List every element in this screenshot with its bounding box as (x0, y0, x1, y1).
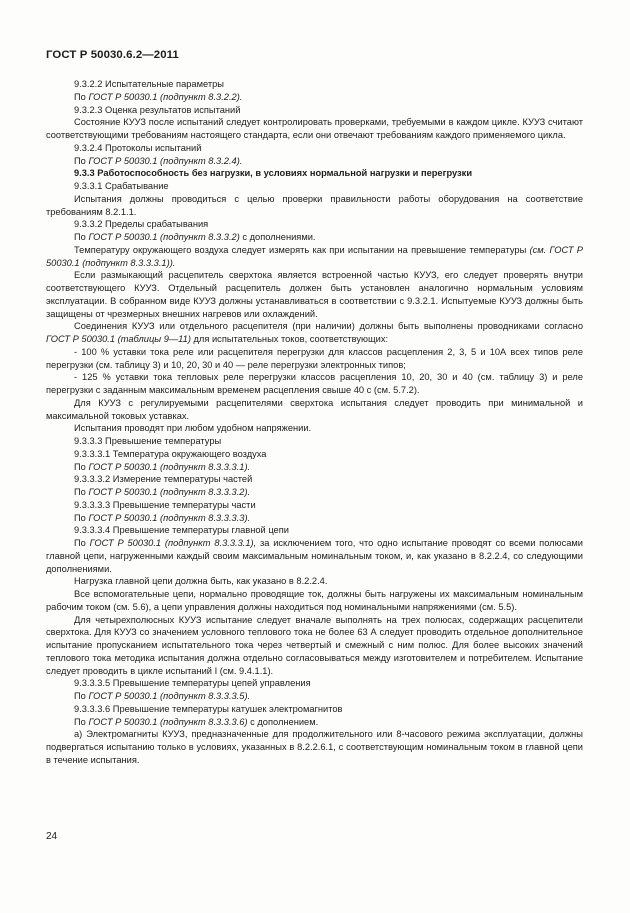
paragraph-text: Все вспомогательные цепи, нормально проводящие ток, должны быть нагружены их максимальным номинальным рабочим током (см. 5.6), а цепи управления должны находиться под номинальными напряжениями (см. 5.5). (46, 589, 583, 612)
paragraph-text: 9.3.3.2 Пределы срабатывания (74, 219, 209, 230)
standard-reference: ГОСТ Р 50030.1 (подпункт 8.3.3.3.3). (88, 512, 251, 523)
paragraph-text: Соединения КУУЗ или отдельного расцепителя (при наличии) должны быть выполнены проводниками согласно (74, 321, 583, 332)
paragraph (46, 486, 583, 499)
paragraph-text: 9.3.3 Работоспособность без нагрузки, в условиях нормальной нагрузки и перегрузки (74, 168, 473, 179)
paragraph-text: 9.3.2.4 Протоколы испытаний (74, 142, 202, 153)
paragraph (46, 461, 583, 474)
paragraph-text: Испытания проводят при любом удобном напряжении. (74, 423, 312, 434)
standard-reference: ГОСТ Р 50030.1 (подпункт 8.3.3.3.2). (88, 487, 251, 497)
paragraph (46, 537, 583, 575)
paragraph-text: По (74, 461, 89, 472)
paragraph-text: 9.3.3.3.4 Превышение температуры главной цепи (74, 525, 289, 536)
paragraph (46, 397, 583, 423)
paragraph (46, 180, 583, 193)
standard-reference: (см. ГОСТ Р 50030.1 (подпункт 8.3.3.3.1)). (46, 244, 584, 268)
standard-reference: ГОСТ Р 50030.1 (подпункт 8.3.2.2). (88, 91, 243, 102)
paragraph (46, 320, 583, 346)
paragraph (46, 116, 583, 142)
paragraph (46, 91, 583, 104)
paragraph (46, 435, 583, 448)
paragraph (46, 269, 583, 320)
paragraph (46, 716, 583, 729)
paragraph (46, 218, 583, 231)
paragraph-text: По (74, 155, 89, 166)
paragraph (46, 448, 583, 461)
paragraph-text: По (74, 691, 89, 701)
standard-reference: ГОСТ Р 50030.1 (таблицы 9—11) (46, 334, 191, 344)
paragraph-text: 9.3.3.3.3 Превышение температуры части (74, 499, 256, 510)
paragraph (46, 346, 583, 372)
paragraph (46, 703, 583, 716)
paragraph (46, 499, 583, 512)
paragraph (46, 142, 583, 155)
paragraph-text: 9.3.2.2 Испытательные параметры (74, 79, 224, 89)
paragraph-text: 9.3.3.3.6 Превышение температуры катушек электромагнитов (74, 703, 343, 714)
document-body (46, 78, 583, 767)
standard-reference: ГОСТ Р 50030.1 (подпункт 8.3.2.4). (88, 155, 243, 166)
paragraph-text: 9.3.3.3.5 Превышение температуры цепей управления (74, 678, 311, 689)
standard-reference: ГОСТ Р 50030.1 (подпункт 8.3.3.3.1). (88, 461, 251, 472)
paragraph (46, 690, 583, 703)
paragraph-text: - 100 % уставки тока реле или расцепителя перегрузки для классов расцепления 2, 3, 5 и 10А всех типов реле перегрузки (см. таблицу 3) и 10, 20, 30 и 40 — реле перегрузки электронных типов; (46, 346, 583, 370)
page-header-standard-id: ГОСТ Р 50030.6.2—2011 (46, 49, 179, 61)
standard-reference: ГОСТ Р 50030.1 (подпункт 8.3.3.3.6) (88, 716, 248, 727)
paragraph (46, 524, 583, 537)
paragraph-text: 9.3.3.1 Срабатывание (74, 181, 169, 191)
paragraph (46, 104, 583, 117)
paragraph-text: По (74, 512, 89, 523)
paragraph (46, 614, 583, 678)
paragraph-text: Если размыкающий расцепитель сверхтока является встроенной частью КУУЗ, его следует проверять внутри соответствующего КУУЗ. Отдельный расцепитель должен быть установлен аналогично нормальным условиям эксплуатации. В собранном виде КУУЗ должны устанавливаться в соответствии с 9.3.2.1. Испытуемые КУУЗ должны быть защищены от чрезмерных внешних нагревов или охлаждений. (46, 270, 583, 319)
paragraph (46, 371, 583, 397)
standard-reference: ГОСТ Р 50030.1 (подпункт 8.3.3.2) (88, 232, 240, 242)
paragraph (46, 78, 583, 91)
paragraph (46, 422, 583, 435)
page-number: 24 (46, 831, 58, 842)
paragraph-text: 9.3.3.3.2 Измерение температуры частей (74, 474, 253, 485)
paragraph (46, 244, 583, 270)
paragraph-text: - 125 % уставки тока тепловых реле перегрузки классов расцепления 10, 20, 30 и 40 (см. таблицу 3) и реле перегрузки с заданным максимальным временем расцепления свыше 40 с (см. 5.7.2). (46, 372, 583, 395)
paragraph-text: 9.3.3.3.1 Температура окружающего воздуха (74, 448, 267, 459)
paragraph-text: 9.3.3.3 Превышение температуры (74, 436, 222, 446)
paragraph-text: с дополнениями. (239, 232, 316, 242)
paragraph (46, 588, 583, 614)
paragraph-text: Для четырехполюсных КУУЗ испытание следует вначале выполнять на трех полюсах, содержащих расцепители сверхтока. Для КУУЗ со значением условного теплового тока не более 63 А следует проводить отдельное дополнительное испытание пропусканием испытательного тока через четвертый и смежный с ним полюс. Для более высоких значений теплового тока методика испытания должна отдельно согласовываться между изготовителем и потребителем. Испытание следует проводить в цикле испытаний I (см. 9.4.1.1). (46, 614, 583, 676)
paragraph (46, 512, 583, 525)
standard-reference: ГОСТ Р 50030.1 (подпункт 8.3.3.3.1), (89, 538, 257, 548)
paragraph-text: за исключением того, что одно испытание проводят со всеми полюсами главной цепи, нагруженными каждый своим максимальным номинальным током, и, как указано в 8.2.2.4, со следующими дополнениями. (46, 538, 583, 574)
paragraph (46, 231, 583, 244)
paragraph (46, 167, 583, 180)
paragraph-text: 9.3.2.3 Оценка результатов испытаний (74, 104, 241, 115)
paragraph-text: Для КУУЗ с регулируемыми расцепителями сверхтока испытания следует проводить при минимальной и максимальной токовых уставках. (46, 397, 583, 421)
paragraph (46, 193, 583, 219)
paragraph-text: По (74, 487, 89, 497)
paragraph (46, 155, 583, 168)
paragraph (46, 473, 583, 486)
paragraph-text: По (74, 716, 89, 727)
paragraph-text: для испытательных токов, соответствующих: (190, 334, 389, 344)
paragraph-text: По (74, 91, 89, 102)
paragraph-text: Испытания должны проводиться с целью проверки правильности работы оборудования на соответствие требованиям 8.2.1.1. (46, 193, 583, 217)
paragraph-text: По (74, 232, 89, 242)
paragraph-text: Состояние КУУЗ после испытаний следует контролировать проверками, требуемыми в каждом цикле. КУУЗ считают соответствующими требованиям настоящего стандарта, если они отвечают требованиям каждого применяемого цикла. (46, 117, 583, 140)
paragraph-text: Температуру окружающего воздуха следует измерять как при испытании на превышение температуры (74, 244, 530, 255)
paragraph-text: По (74, 538, 90, 548)
paragraph-text: Нагрузка главной цепи должна быть, как указано в 8.2.2.4. (74, 576, 328, 587)
paragraph-text: а) Электромагниты КУУЗ, предназначенные для продолжительного или 8-часового режима эксплуатации, должны подвергаться испытанию только в условиях, указанных в 8.2.2.6.1, с соответствующим номинальным током в главной цепи в течение испытания. (46, 729, 583, 765)
paragraph (46, 575, 583, 588)
paragraph (46, 728, 583, 766)
standard-reference: ГОСТ Р 50030.1 (подпункт 8.3.3.3.5). (88, 691, 251, 701)
paragraph (46, 677, 583, 690)
paragraph-text: с дополнением. (247, 716, 319, 727)
